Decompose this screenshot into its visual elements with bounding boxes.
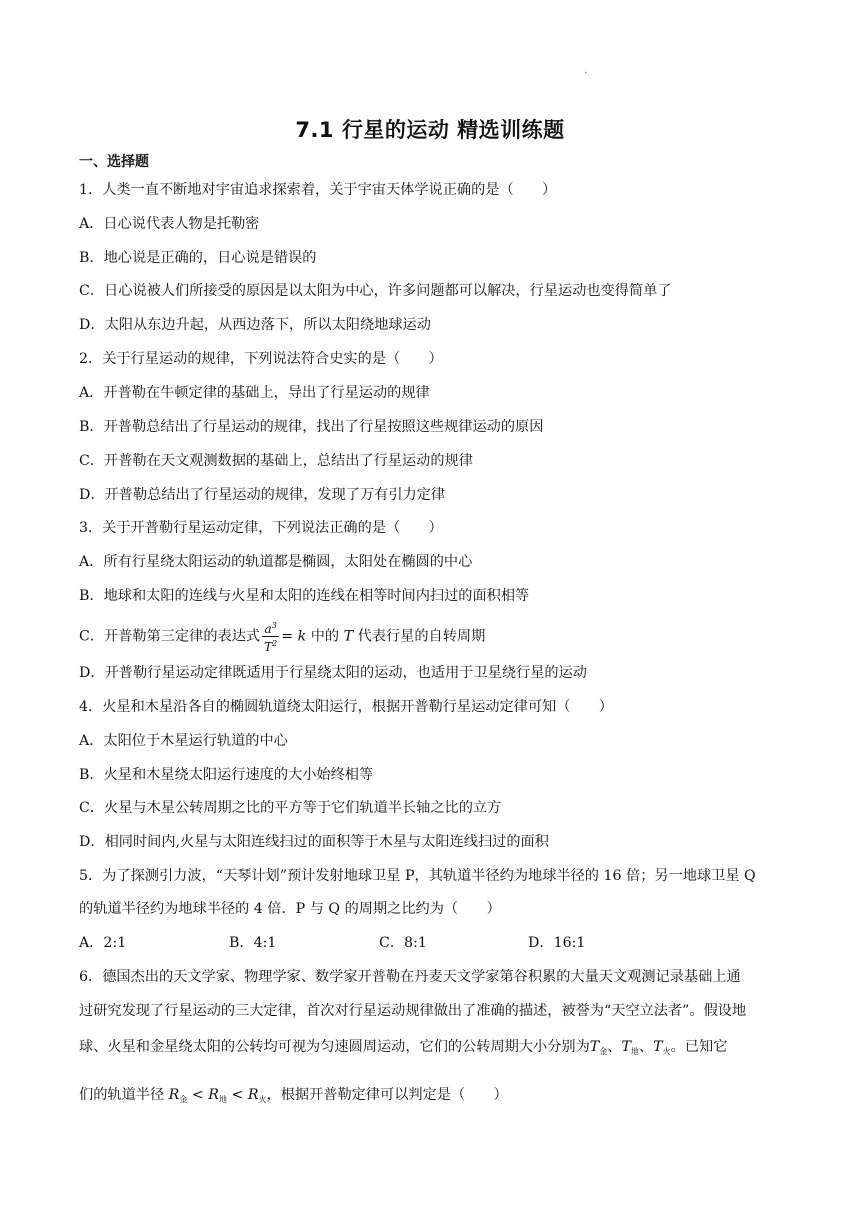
question-4-option-c: C．火星与木星公转周期之比的平方等于它们轨道半长轴之比的立方	[79, 800, 502, 816]
fraction-numerator: $a^3$	[262, 619, 279, 637]
radius-earth: $R_地$	[208, 1087, 227, 1104]
question-5-stem-line-2: 的轨道半径约为地球半径的 4 倍．P 与 Q 的周期之比约为（ ）	[79, 901, 501, 917]
question-2-option-a: A．开普勒在牛顿定律的基础上，导出了行星运动的规律	[79, 385, 430, 401]
question-5-option-c: C．8:1	[379, 935, 427, 951]
question-1-option-a: A．日心说代表人物是托勒密	[79, 216, 260, 232]
period-venus: $T_金$	[589, 1039, 608, 1056]
question-3-stem: 3．关于开普勒行星运动定律，下列说法正确的是（ ）	[79, 520, 443, 536]
question-4-option-b: B．火星和木星绕太阳运行速度的大小始终相等	[79, 767, 374, 783]
question-3-option-a: A．所有行星绕太阳运动的轨道都是椭圆，太阳处在椭圆的中心	[79, 554, 473, 570]
question-1-option-b: B．地心说是正确的，日心说是错误的	[79, 250, 317, 266]
question-2-option-d: D．开普勒总结出了行星运动的规律，发现了万有引力定律	[79, 487, 446, 503]
question-5-option-b: B．4:1	[229, 935, 277, 951]
period-earth: $T_地$	[621, 1039, 639, 1056]
fraction-denominator: $T^2$	[264, 639, 278, 654]
period-mars: $T_火$	[653, 1039, 671, 1056]
option-c-prefix: C．开普勒第三定律的表达式	[79, 628, 261, 645]
question-1-stem: 1．人类一直不断地对宇宙追求探索着，关于宇宙天体学说正确的是（ ）	[79, 182, 557, 198]
question-4-stem: 4．火星和木星沿各自的椭圆轨道绕太阳运行，根据开普勒行星运动定律可知（ ）	[79, 699, 613, 715]
question-3-option-c	[79, 619, 485, 654]
question-2-option-b: B．开普勒总结出了行星运动的规律，找出了行星按照这些规律运动的原因	[79, 419, 544, 435]
question-5-option-a: A．2:1	[79, 935, 127, 951]
question-4-option-a: A．太阳位于木星运行轨道的中心	[79, 733, 288, 749]
equation-rhs: = k	[281, 628, 307, 645]
option-c-suffix: 代表行星的自转周期	[353, 628, 486, 645]
section-heading: 一、选择题	[79, 154, 149, 170]
corner-mark: ·	[584, 68, 588, 79]
question-6-stem-line-3: 球、火星和金星绕太阳的公转均可视为匀速圆周运动，它们的公转周期大小分别为$T_金$、$T_地$、$T_火$。已知它	[79, 1039, 728, 1056]
question-6-stem-line-2: 过研究发现了行星运动的三大定律，首次对行星运动规律做出了准确的描述，被誉为“天空立法者”。假设地	[79, 1003, 747, 1019]
question-6-stem-line-4: 们的轨道半径 $R_金 < R_地 < R_火$，根据开普勒定律可以判定是（ ）	[79, 1087, 508, 1104]
radius-mars: $R_火$	[247, 1087, 267, 1104]
question-6-stem-line-1: 6．德国杰出的天文学家、物理学家、数学家开普勒在丹麦天文学家第谷积累的大量天文观测记录基础上通	[79, 969, 741, 985]
question-5-option-d: D．16:1	[528, 935, 586, 951]
option-c-mid: 中的	[306, 628, 344, 645]
question-3-option-b: B．地球和太阳的连线与火星和太阳的连线在相等时间内扫过的面积相等	[79, 588, 530, 604]
question-2-option-c: C．开普勒在天文观测数据的基础上，总结出了行星运动的规律	[79, 453, 473, 469]
kepler-third-law-fraction	[262, 619, 279, 654]
radius-venus: $R_金$	[168, 1087, 188, 1104]
question-5-stem-line-1: 5．为了探测引力波，“天琴计划”预计发射地球卫星 P，其轨道半径约为地球半径的 16 倍；另一地球卫星 Q	[79, 868, 756, 884]
question-2-stem: 2．关于行星运动的规律，下列说法符合史实的是（ ）	[79, 351, 443, 367]
option-c-variable: T	[343, 628, 354, 645]
question-1-option-d: D．太阳从东边升起，从西边落下，所以太阳绕地球运动	[79, 317, 431, 333]
question-1-option-c: C．日心说被人们所接受的原因是以太阳为中心，许多问题都可以解决，行星运动也变得简单了	[79, 283, 672, 299]
page-title: 7.1 行星的运动 精选训练题	[295, 118, 565, 142]
question-3-option-d: D．开普勒行星运动定律既适用于行星绕太阳的运动，也适用于卫星绕行星的运动	[79, 665, 587, 681]
question-4-option-d: D．相同时间内,火星与太阳连线扫过的面积等于木星与太阳连线扫过的面积	[79, 834, 549, 850]
